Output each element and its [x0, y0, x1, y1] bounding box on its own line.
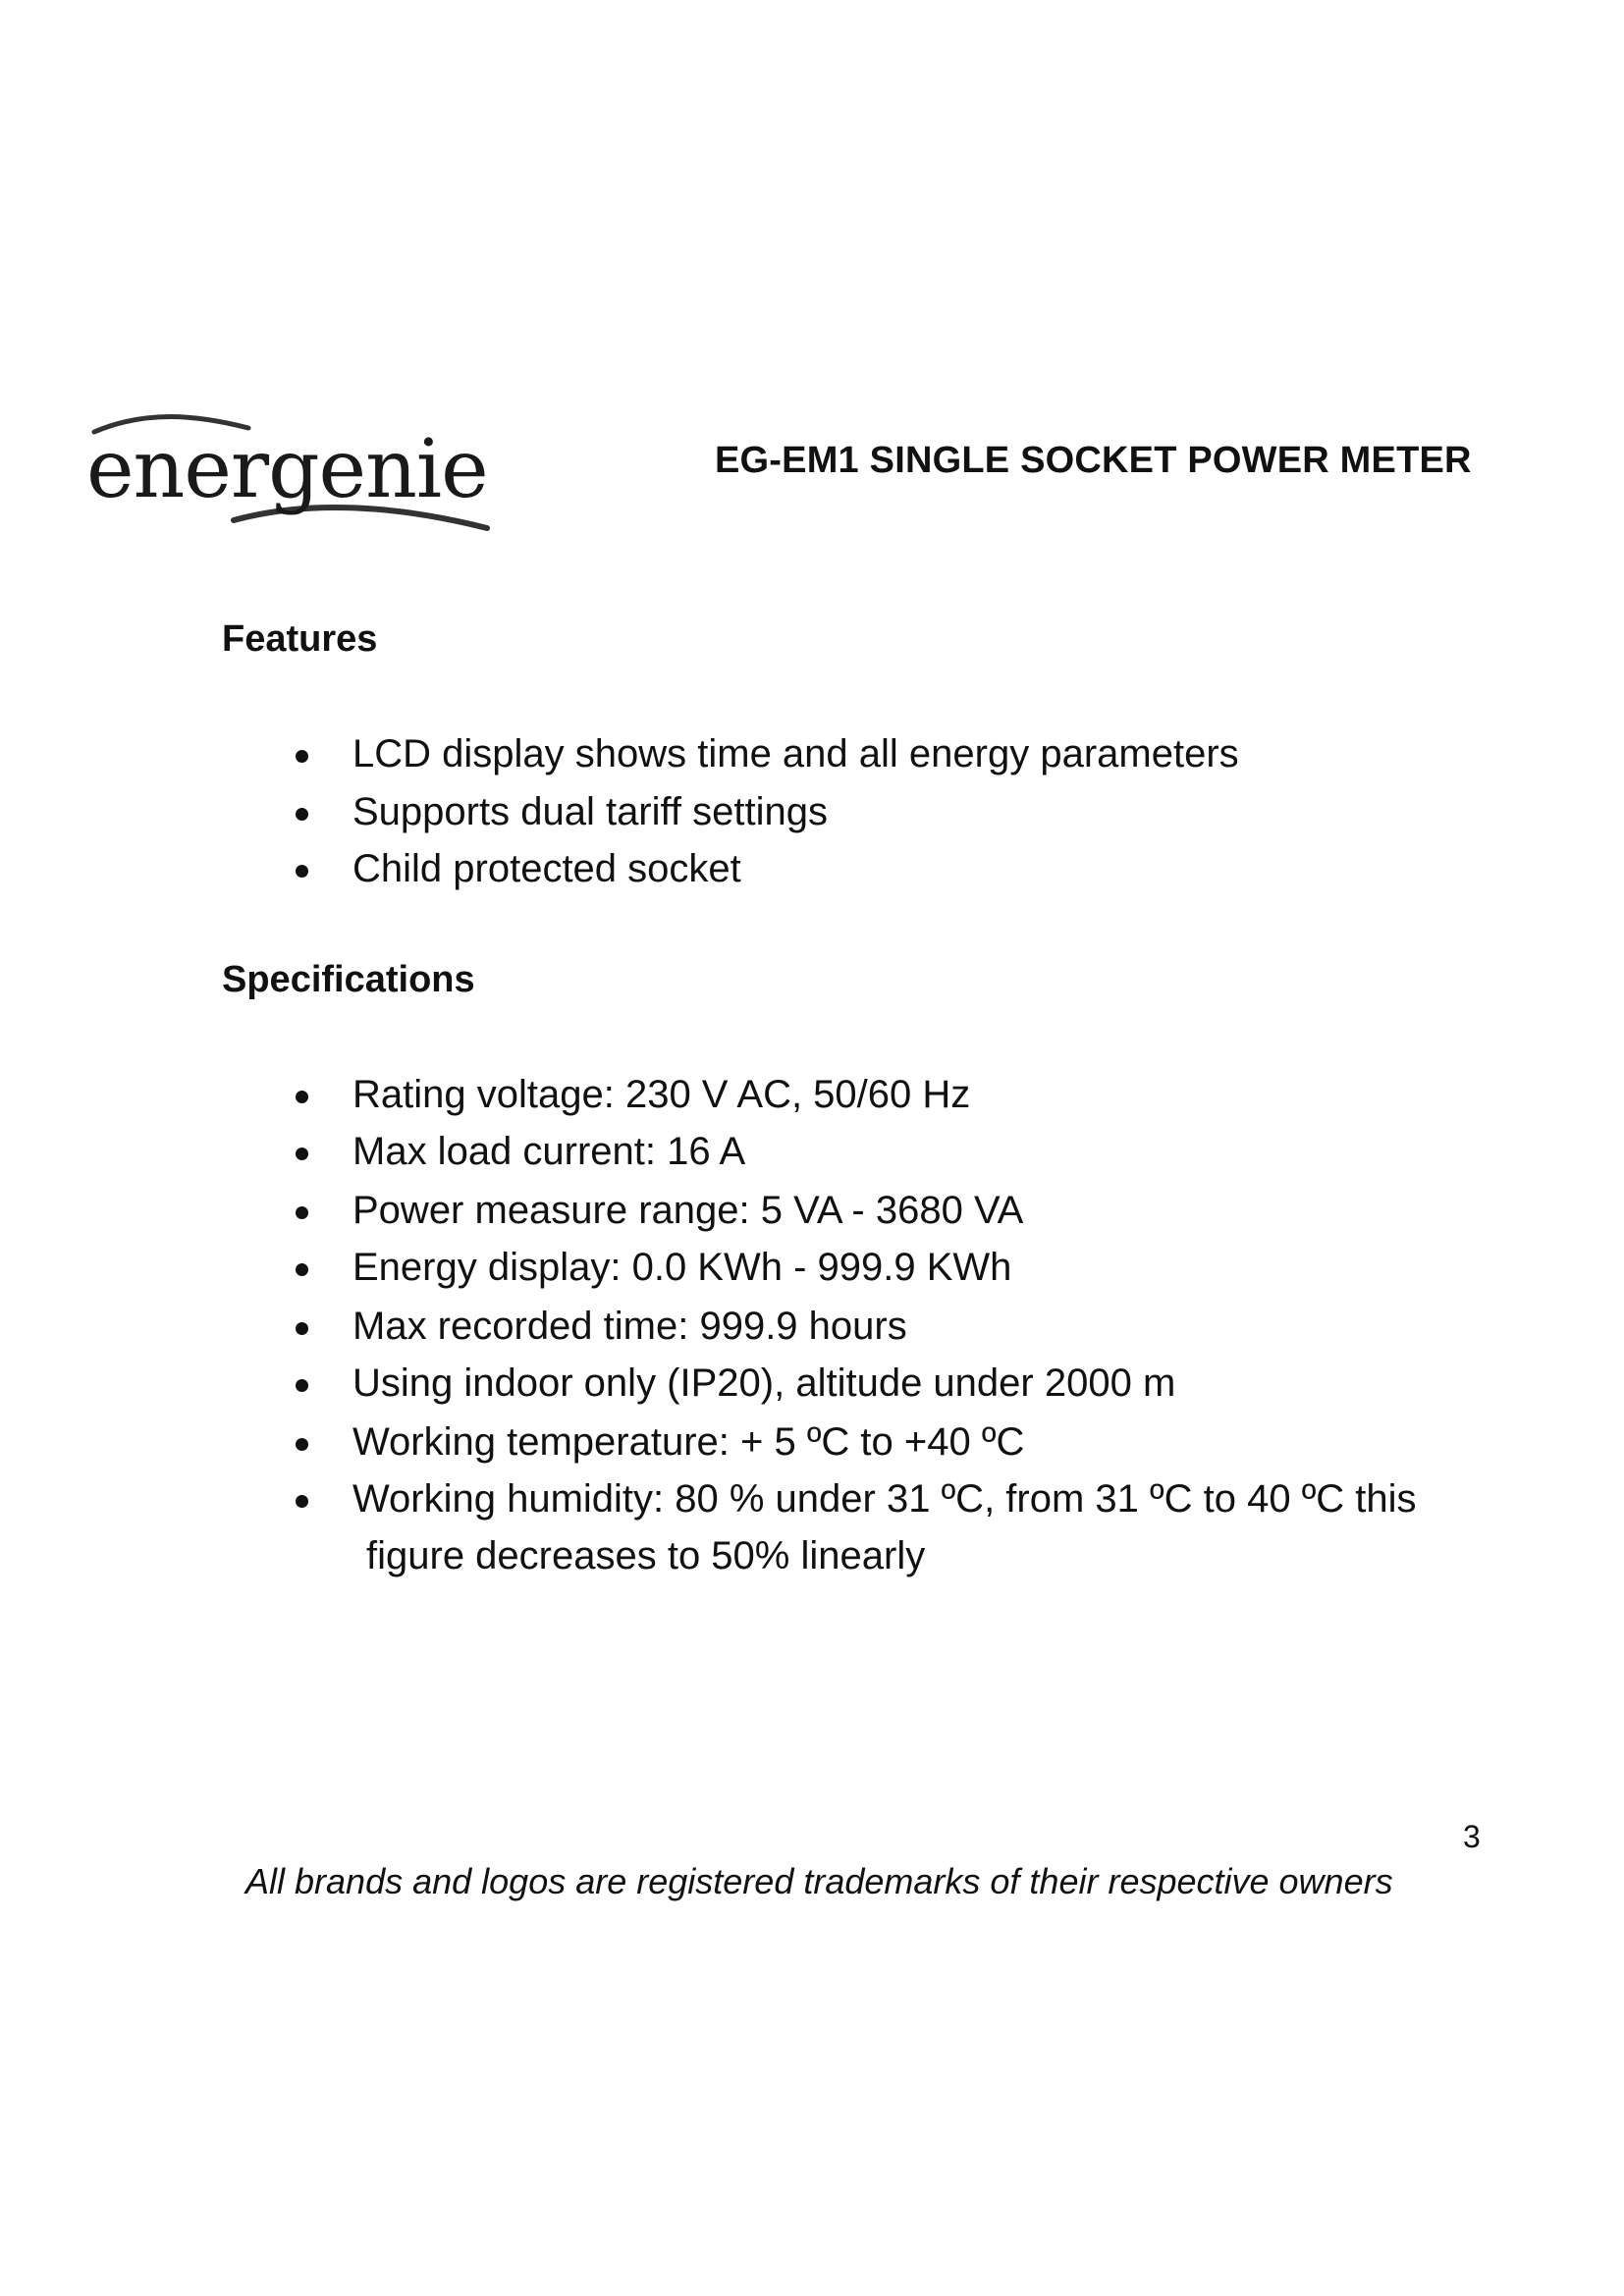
list-item: Max load current: 16 A [0, 1127, 1624, 1176]
svg-text:energenie: energenie [86, 423, 488, 516]
list-item: Working humidity: 80 % under 31 ºC, from 31 ºC to 40 ºC this figure decreases to 50% linearly [0, 1474, 1624, 1582]
bullet-icon [296, 1148, 308, 1160]
list-item: LCD display shows time and all energy parameters [0, 729, 1624, 778]
list-item: Working temperature: + 5 ºC to +40 ºC [0, 1417, 1624, 1467]
list-item: Energy display: 0.0 KWh - 999.9 KWh [0, 1243, 1624, 1292]
bullet-continuation: figure decreases to 50% linearly [366, 1534, 926, 1577]
features-heading: Features [222, 618, 378, 660]
list-item: Using indoor only (IP20), altitude under 2000 m [0, 1359, 1624, 1408]
list-item: Supports dual tariff settings [0, 787, 1624, 836]
bullet-icon [296, 1206, 308, 1219]
bullet-icon [296, 1438, 308, 1451]
bullet-icon [296, 865, 308, 878]
document-title: EG-EM1 SINGLE SOCKET POWER METER [715, 440, 1472, 481]
list-item: Child protected socket [0, 844, 1624, 893]
bullet-icon [296, 750, 308, 763]
list-item: Power measure range: 5 VA - 3680 VA [0, 1186, 1624, 1235]
list-item: Rating voltage: 230 V AC, 50/60 Hz [0, 1070, 1624, 1119]
list-item: Max recorded time: 999.9 hours [0, 1302, 1624, 1351]
bullet-icon [296, 1322, 308, 1335]
specifications-heading: Specifications [222, 959, 475, 1000]
bullet-icon [296, 1495, 308, 1508]
trademark-note: All brands and logos are registered trademarks of their respective owners [245, 1861, 1393, 1901]
bullet-icon [296, 808, 308, 821]
brand-logo [86, 404, 509, 542]
bullet-icon [296, 1379, 308, 1392]
bullet-icon [296, 1091, 308, 1103]
bullet-icon [296, 1263, 308, 1276]
page-number: 3 [1463, 1819, 1481, 1854]
